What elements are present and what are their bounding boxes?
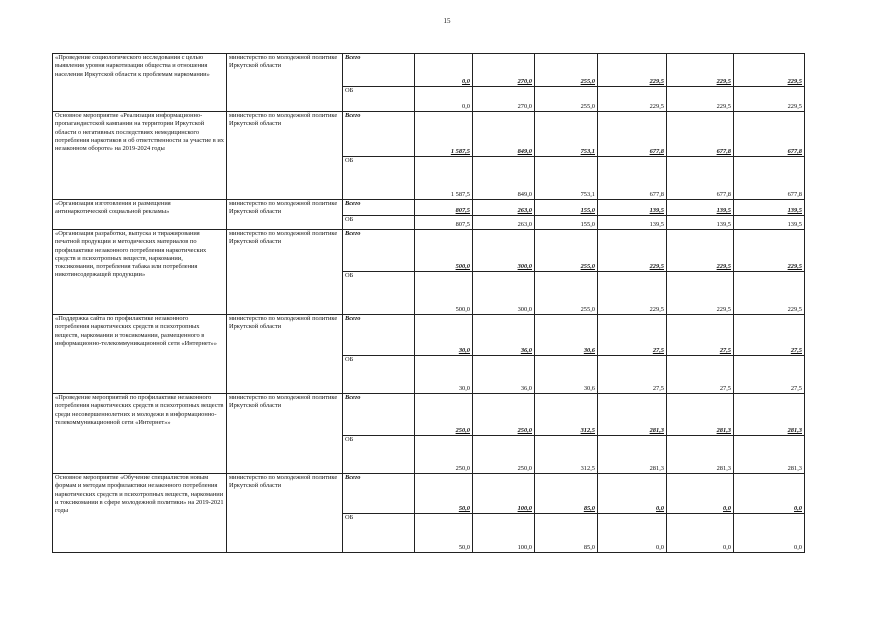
- total-amount-cell: 229,5: [667, 54, 734, 87]
- total-amount-cell: 0,0: [415, 54, 473, 87]
- regional-amount-cell: 500,0: [415, 272, 473, 315]
- regional-amount-cell: 807,5: [415, 216, 473, 230]
- regional-amount-cell: 229,5: [598, 87, 667, 112]
- table-body: [53, 54, 805, 553]
- funding-source-regional: ОБ: [343, 157, 415, 200]
- activity-name: «Проведение мероприятий по профилактике незаконного потребления наркотических средств и психотропных веществ среди несовершеннолетних и молодежи в информационно-телекоммуникационной сети «Интернет»»: [53, 394, 227, 474]
- total-amount-cell: 30,6: [535, 315, 598, 356]
- funding-source-total: Всего: [343, 394, 415, 436]
- activity-name: «Проведение социологического исследования с целью выявления уровня наркотизации общества и отношения населения Иркутской области к проблемам наркомании»: [53, 54, 227, 112]
- total-amount-cell: 27,5: [667, 315, 734, 356]
- table-row: [53, 200, 805, 216]
- regional-amount-cell: 229,5: [734, 272, 805, 315]
- table-row: [53, 54, 805, 87]
- funding-source-regional: ОБ: [343, 216, 415, 230]
- activity-name: «Организация изготовления и размещения антинаркотической социальной рекламы»: [53, 200, 227, 230]
- total-amount-cell: 229,5: [734, 230, 805, 272]
- funding-source-total: Всего: [343, 200, 415, 216]
- responsible-organization: министерство по молодежной политике Иркутской области: [227, 200, 343, 230]
- regional-amount-cell: 139,5: [598, 216, 667, 230]
- total-amount-cell: 229,5: [667, 230, 734, 272]
- funding-source-regional: ОБ: [343, 436, 415, 474]
- responsible-organization: министерство по молодежной политике Иркутской области: [227, 230, 343, 315]
- regional-amount-cell: 139,5: [667, 216, 734, 230]
- activity-name: «Поддержка сайта по профилактике незаконного потребления наркотических средств и психотропных веществ, наркомании и токсикомании, размещенного в информационно-телекоммуникационной сети «Интернет»»: [53, 315, 227, 394]
- total-amount-cell: 27,5: [734, 315, 805, 356]
- total-amount-cell: 312,5: [535, 394, 598, 436]
- total-amount-cell: 139,5: [667, 200, 734, 216]
- total-amount-cell: 50,0: [415, 474, 473, 514]
- responsible-organization: министерство по молодежной политике Иркутской области: [227, 54, 343, 112]
- total-amount-cell: 27,5: [598, 315, 667, 356]
- regional-amount-cell: 677,8: [667, 157, 734, 200]
- total-amount-cell: 0,0: [667, 474, 734, 514]
- regional-amount-cell: 849,0: [473, 157, 535, 200]
- regional-amount-cell: 677,8: [734, 157, 805, 200]
- total-amount-cell: 229,5: [598, 230, 667, 272]
- total-amount-cell: 849,0: [473, 112, 535, 157]
- regional-amount-cell: 255,0: [535, 87, 598, 112]
- regional-amount-cell: 250,0: [415, 436, 473, 474]
- regional-amount-cell: 50,0: [415, 514, 473, 553]
- regional-amount-cell: 139,5: [734, 216, 805, 230]
- regional-amount-cell: 36,0: [473, 356, 535, 394]
- regional-amount-cell: 27,5: [598, 356, 667, 394]
- regional-amount-cell: 0,0: [598, 514, 667, 553]
- funding-source-total: Всего: [343, 54, 415, 87]
- regional-amount-cell: 753,1: [535, 157, 598, 200]
- responsible-organization: министерство по молодежной политике Иркутской области: [227, 394, 343, 474]
- regional-amount-cell: 229,5: [734, 87, 805, 112]
- total-amount-cell: 36,0: [473, 315, 535, 356]
- regional-amount-cell: 281,3: [667, 436, 734, 474]
- total-amount-cell: 255,0: [535, 54, 598, 87]
- regional-amount-cell: 281,3: [598, 436, 667, 474]
- regional-amount-cell: 250,0: [473, 436, 535, 474]
- budget-table: [52, 53, 805, 553]
- regional-amount-cell: 0,0: [734, 514, 805, 553]
- total-amount-cell: 229,5: [734, 54, 805, 87]
- total-amount-cell: 281,3: [667, 394, 734, 436]
- regional-amount-cell: 30,6: [535, 356, 598, 394]
- regional-amount-cell: 27,5: [667, 356, 734, 394]
- total-amount-cell: 155,0: [535, 200, 598, 216]
- funding-source-total: Всего: [343, 474, 415, 514]
- table-row: [53, 112, 805, 157]
- activity-name: «Организация разработки, выпуска и тиражирования печатной продукции и методических материалов по профилактике незаконного потребления наркотических средств и психотропных веществ, наркомании, токсикомании, потребления табака или потребления никотинсодержащей продукции»: [53, 230, 227, 315]
- total-amount-cell: 753,1: [535, 112, 598, 157]
- regional-amount-cell: 27,5: [734, 356, 805, 394]
- regional-amount-cell: 312,5: [535, 436, 598, 474]
- regional-amount-cell: 263,0: [473, 216, 535, 230]
- total-amount-cell: 807,5: [415, 200, 473, 216]
- regional-amount-cell: 281,3: [734, 436, 805, 474]
- total-amount-cell: 100,0: [473, 474, 535, 514]
- regional-amount-cell: 155,0: [535, 216, 598, 230]
- total-amount-cell: 0,0: [598, 474, 667, 514]
- total-amount-cell: 677,8: [734, 112, 805, 157]
- total-amount-cell: 0,0: [734, 474, 805, 514]
- total-amount-cell: 300,0: [473, 230, 535, 272]
- total-amount-cell: 281,3: [598, 394, 667, 436]
- funding-source-regional: ОБ: [343, 356, 415, 394]
- total-amount-cell: 229,5: [598, 54, 667, 87]
- funding-source-regional: ОБ: [343, 272, 415, 315]
- page-number: 15: [443, 17, 451, 25]
- regional-amount-cell: 677,8: [598, 157, 667, 200]
- total-amount-cell: 1 587,5: [415, 112, 473, 157]
- funding-source-total: Всего: [343, 230, 415, 272]
- activity-name: Основное мероприятие «Обучение специалистов новым формам и методам профилактики незаконного потребления наркотических средств и психотропных веществ, наркомании и токсикомании в сфере молодежной политики» на 2019-2021 годы: [53, 474, 227, 553]
- responsible-organization: министерство по молодежной политике Иркутской области: [227, 112, 343, 200]
- total-amount-cell: 85,0: [535, 474, 598, 514]
- activity-name: Основное мероприятие «Реализация информационно-пропагандистской кампании на территории Иркутской области о негативных последствиях немедицинского потребления наркотиков и об ответственности за участие в их незаконном обороте» на 2019-2024 годы: [53, 112, 227, 200]
- regional-amount-cell: 229,5: [598, 272, 667, 315]
- funding-source-total: Всего: [343, 112, 415, 157]
- funding-source-total: Всего: [343, 315, 415, 356]
- total-amount-cell: 250,0: [473, 394, 535, 436]
- funding-source-regional: ОБ: [343, 514, 415, 553]
- regional-amount-cell: 255,0: [535, 272, 598, 315]
- total-amount-cell: 677,8: [598, 112, 667, 157]
- total-amount-cell: 281,3: [734, 394, 805, 436]
- regional-amount-cell: 229,5: [667, 87, 734, 112]
- table-row: [53, 230, 805, 272]
- table-row: [53, 315, 805, 356]
- regional-amount-cell: 0,0: [667, 514, 734, 553]
- table-row: [53, 394, 805, 436]
- regional-amount-cell: 30,0: [415, 356, 473, 394]
- total-amount-cell: 139,5: [734, 200, 805, 216]
- total-amount-cell: 500,0: [415, 230, 473, 272]
- responsible-organization: министерство по молодежной политике Иркутской области: [227, 474, 343, 553]
- funding-source-regional: ОБ: [343, 87, 415, 112]
- regional-amount-cell: 100,0: [473, 514, 535, 553]
- total-amount-cell: 139,5: [598, 200, 667, 216]
- total-amount-cell: 270,0: [473, 54, 535, 87]
- regional-amount-cell: 229,5: [667, 272, 734, 315]
- regional-amount-cell: 270,0: [473, 87, 535, 112]
- total-amount-cell: 677,8: [667, 112, 734, 157]
- total-amount-cell: 263,0: [473, 200, 535, 216]
- total-amount-cell: 250,0: [415, 394, 473, 436]
- responsible-organization: министерство по молодежной политике Иркутской области: [227, 315, 343, 394]
- regional-amount-cell: 85,0: [535, 514, 598, 553]
- total-amount-cell: 30,0: [415, 315, 473, 356]
- table-row: [53, 474, 805, 514]
- regional-amount-cell: 1 587,5: [415, 157, 473, 200]
- total-amount-cell: 255,0: [535, 230, 598, 272]
- regional-amount-cell: 300,0: [473, 272, 535, 315]
- regional-amount-cell: 0,0: [415, 87, 473, 112]
